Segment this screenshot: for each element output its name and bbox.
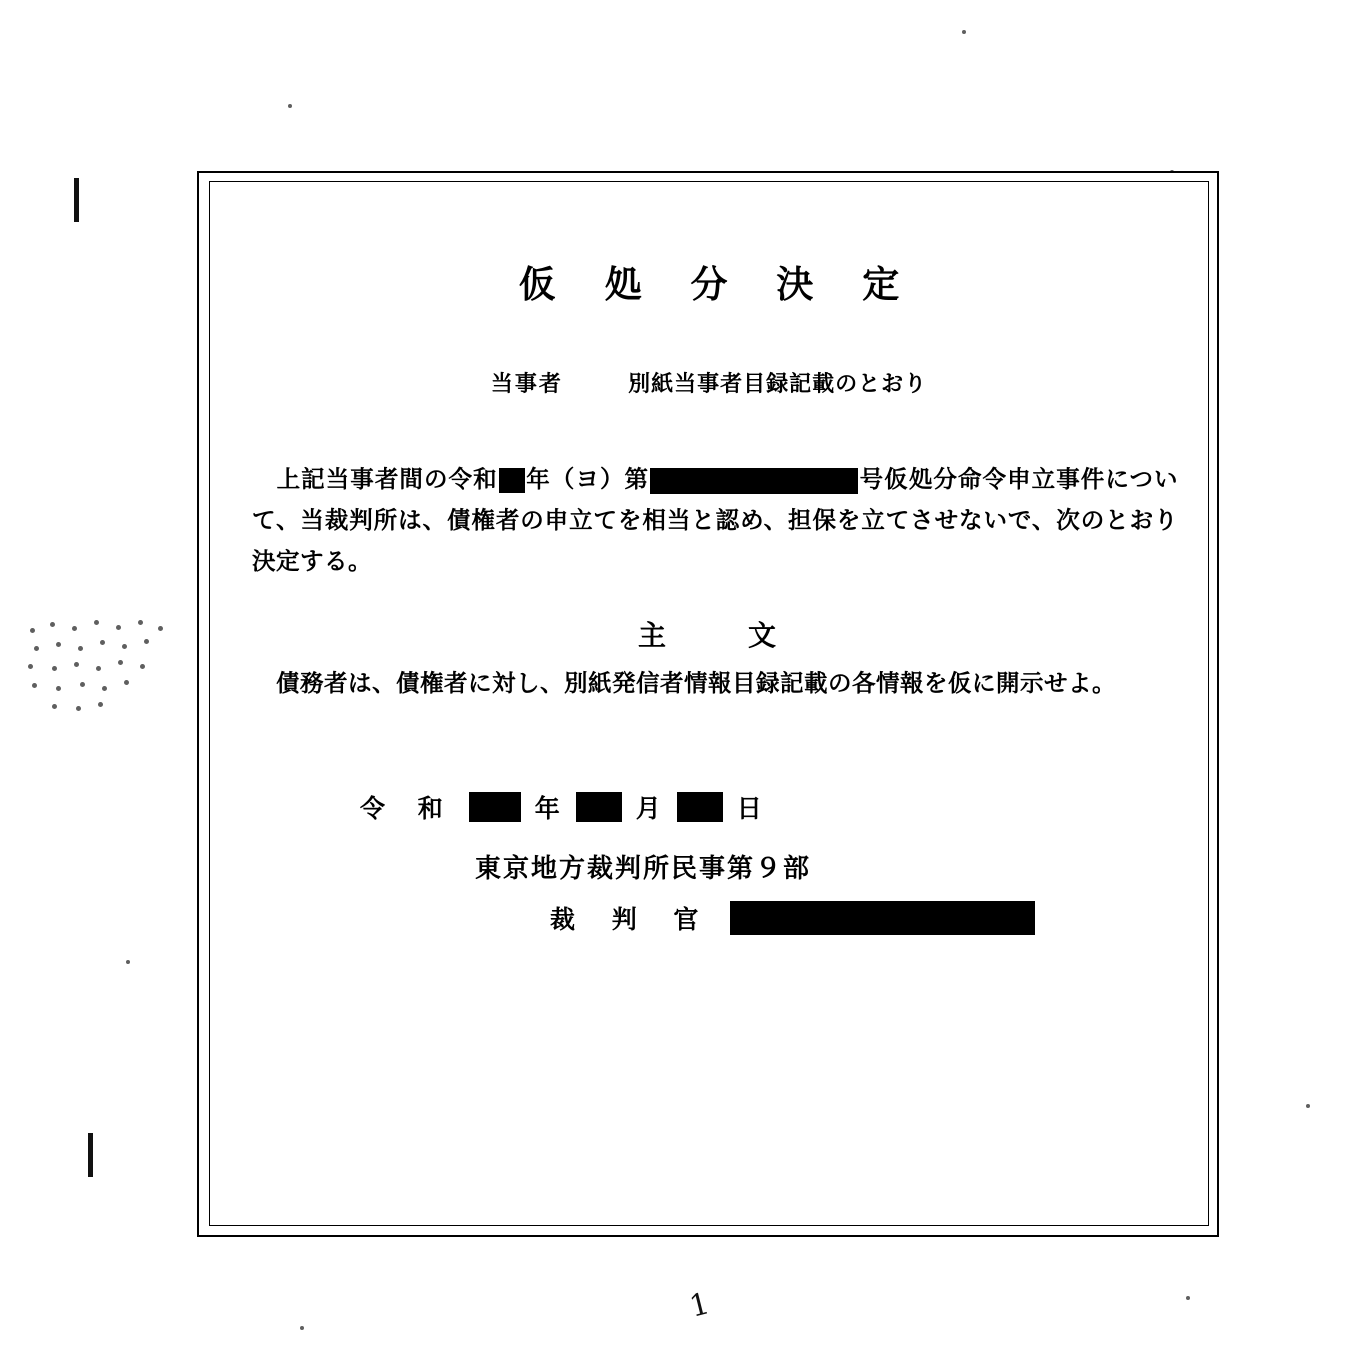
parties-value: 別紙当事者目録記載のとおり bbox=[628, 371, 928, 397]
case-ref-middle: 年（ヨ）第 bbox=[525, 465, 650, 493]
main-text-heading bbox=[210, 614, 1208, 654]
scan-speckle bbox=[1306, 1104, 1310, 1108]
document-border-outer bbox=[197, 171, 1219, 1237]
main-text-heading-char-2: 文 bbox=[748, 619, 781, 652]
handwritten-page-number: 1 bbox=[686, 1286, 714, 1325]
year-unit-label: 年 bbox=[534, 794, 562, 823]
decision-date-line bbox=[360, 789, 764, 825]
redaction-bar-case-number bbox=[650, 468, 858, 494]
document-border-inner bbox=[209, 181, 1209, 1226]
scan-noise-dot-grid bbox=[28, 620, 178, 715]
redaction-bar-date-month bbox=[576, 792, 622, 822]
registration-mark-top bbox=[74, 178, 79, 222]
scan-speckle bbox=[288, 104, 292, 108]
redaction-bar-date-year bbox=[469, 792, 521, 822]
registration-mark-bottom bbox=[88, 1133, 93, 1177]
month-unit-label: 月 bbox=[635, 794, 663, 823]
court-name: 東京地方裁判所民事第９部 bbox=[475, 854, 812, 884]
paragraph-case-reference bbox=[252, 459, 1178, 582]
scan-speckle bbox=[126, 960, 130, 964]
parties-line bbox=[210, 367, 1208, 398]
order-text: 債務者は、債権者に対し、別紙発信者情報目録記載の各情報を仮に開示せよ。 bbox=[276, 669, 1116, 697]
judge-line bbox=[550, 900, 1035, 936]
page-title: 仮 処 分 決 定 bbox=[518, 262, 918, 306]
day-unit-label: 日 bbox=[736, 794, 764, 823]
main-text-heading-char-1: 主 bbox=[637, 619, 670, 652]
judge-label: 裁 判 官 bbox=[550, 905, 713, 934]
scan-speckle bbox=[300, 1326, 304, 1330]
era-label: 令 和 bbox=[360, 794, 455, 823]
redaction-bar-year bbox=[499, 468, 525, 493]
scan-speckle bbox=[962, 30, 966, 34]
document-body bbox=[210, 182, 1208, 1225]
redaction-bar-date-day bbox=[677, 792, 723, 822]
case-ref-suffix: 号仮処分命令申立事件について、当裁判所は、債権者の申立てを相当と認め、担保を立てさせないで、次のとおり決定する。 bbox=[252, 465, 1179, 575]
parties-label: 当事者 bbox=[490, 371, 563, 397]
paragraph-order-text bbox=[252, 663, 1178, 704]
redaction-bar-judge-name bbox=[730, 901, 1035, 935]
scan-speckle bbox=[1186, 1296, 1190, 1300]
case-ref-prefix: 上記当事者間の令和 bbox=[276, 465, 498, 493]
